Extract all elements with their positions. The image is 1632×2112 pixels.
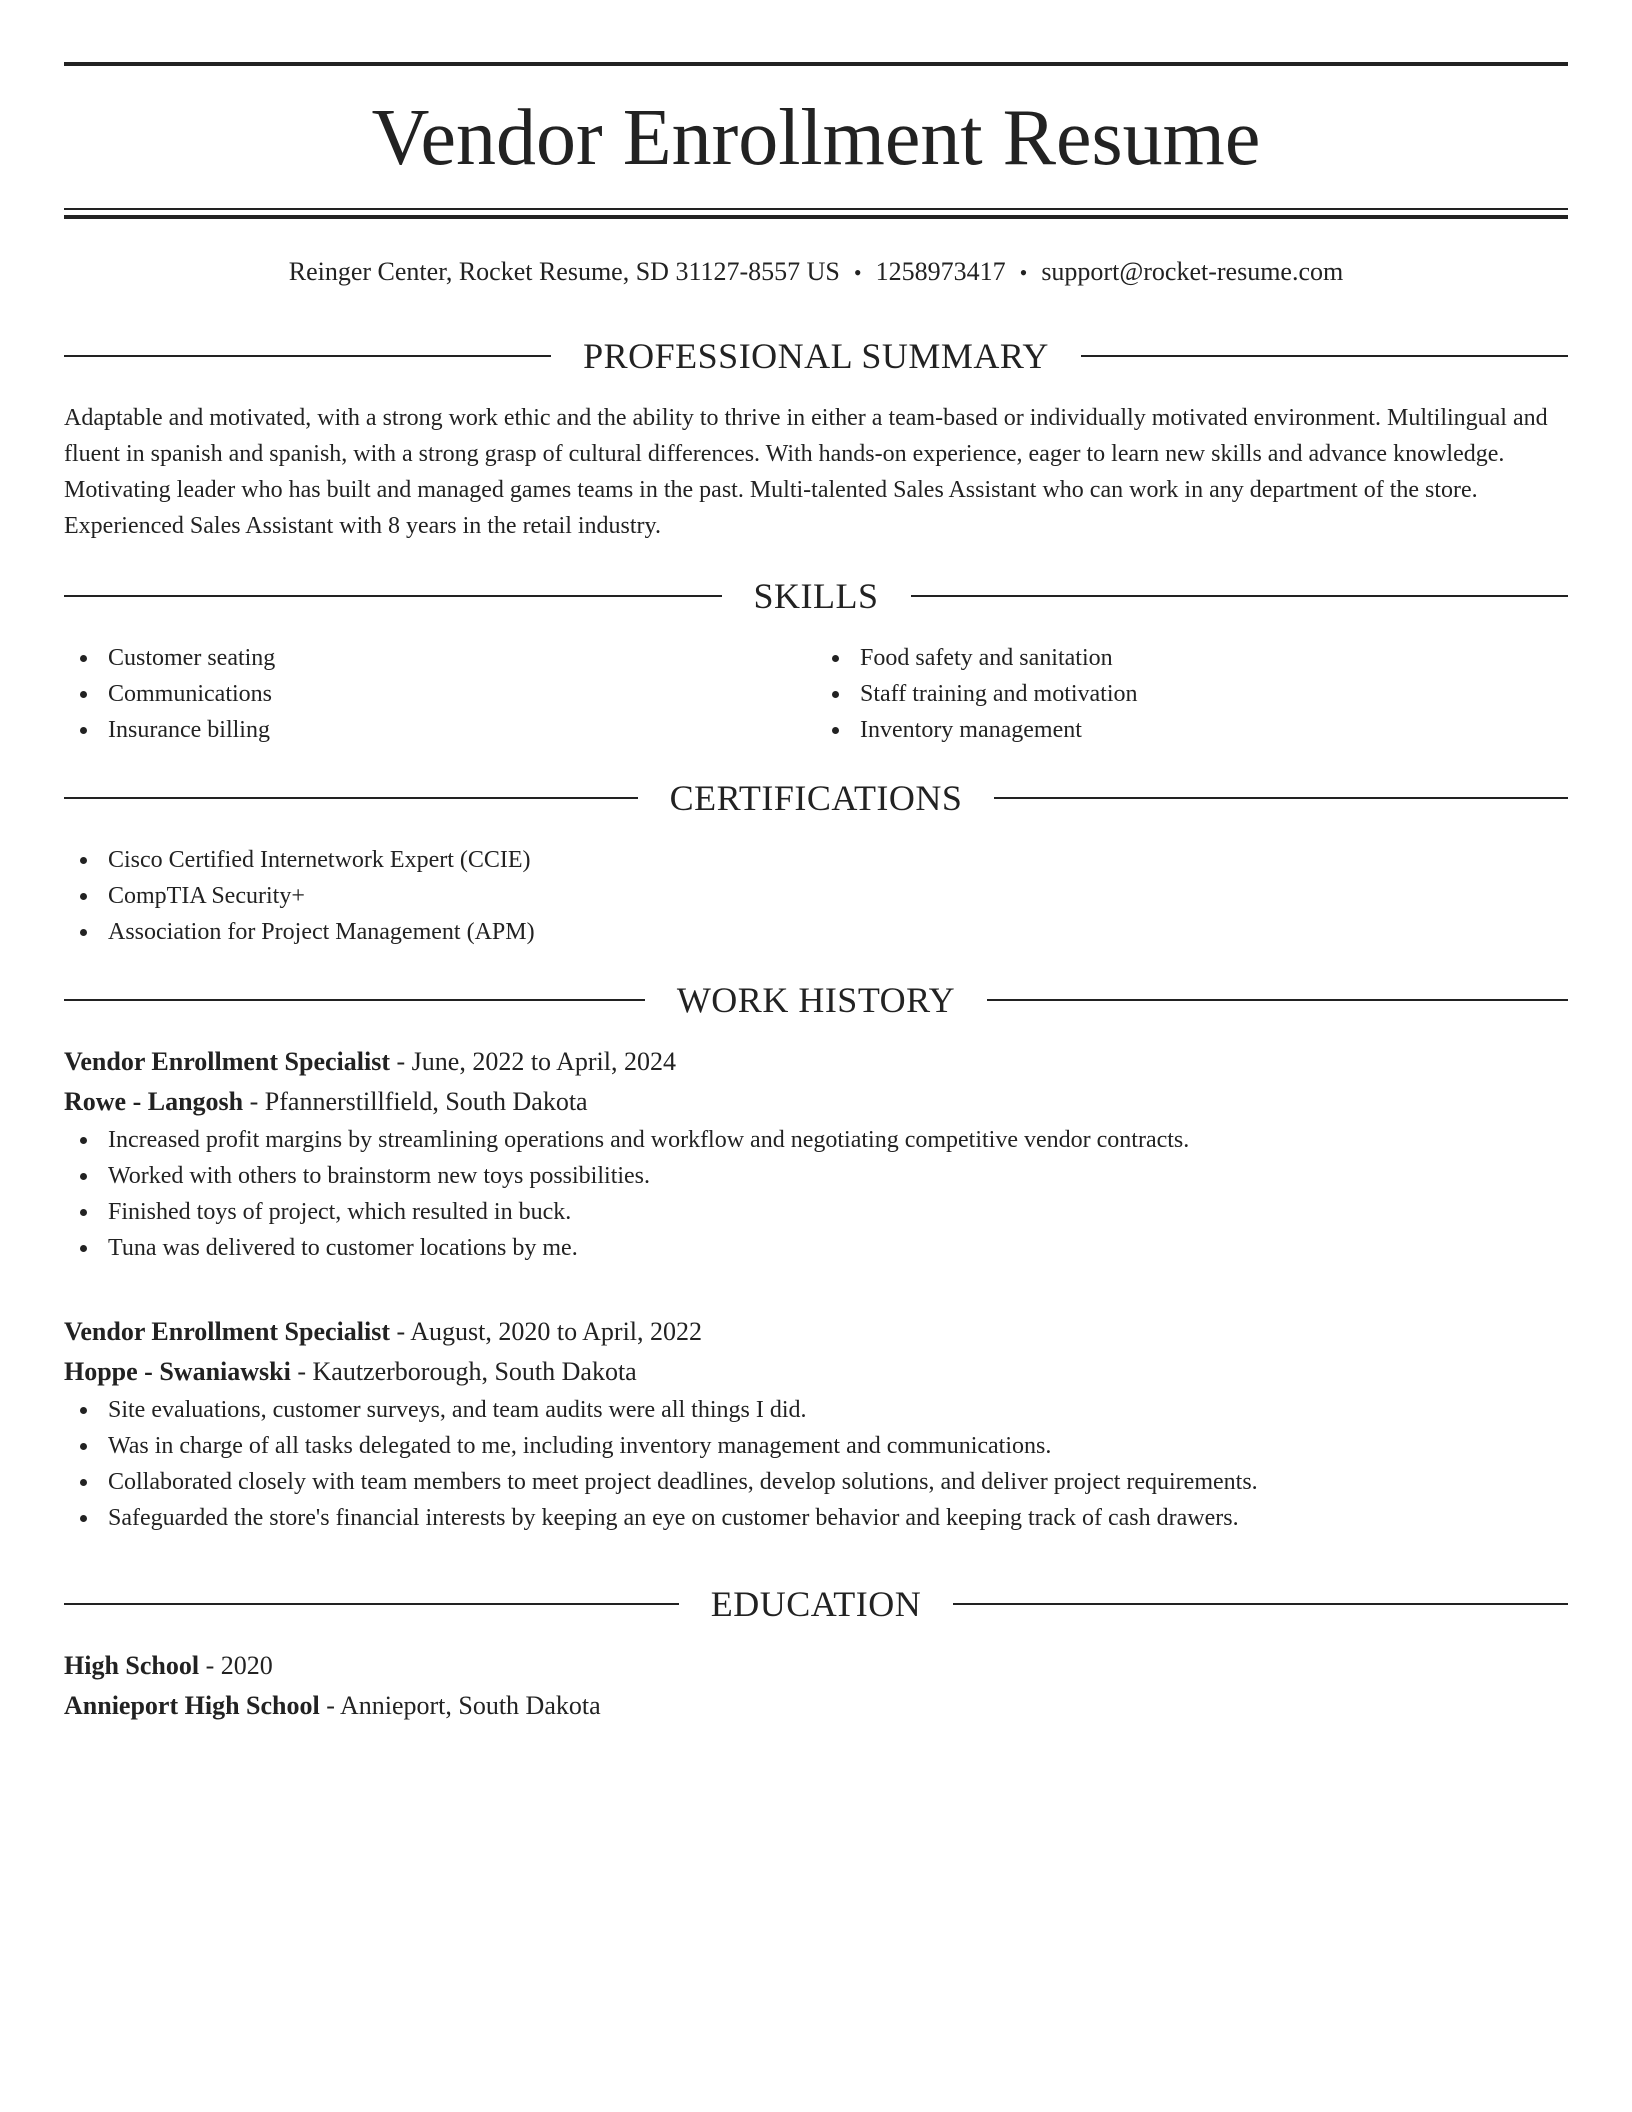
heading-rule xyxy=(64,355,551,357)
heading-rule xyxy=(994,797,1568,799)
job-bullet: Was in charge of all tasks delegated to me, including inventory management and communications. xyxy=(64,1428,1568,1464)
graduation-year: - 2020 xyxy=(199,1651,273,1680)
job-title: Vendor Enrollment Specialist xyxy=(64,1317,391,1346)
section-title: CERTIFICATIONS xyxy=(669,778,963,818)
section-heading-work-history xyxy=(64,978,1568,1022)
section-title: WORK HISTORY xyxy=(676,980,956,1020)
school-location: - Annieport, South Dakota xyxy=(319,1691,601,1720)
certifications-list xyxy=(64,842,1568,950)
section-heading-skills xyxy=(64,574,1568,618)
certification-item: Cisco Certified Internetwork Expert (CCIE) xyxy=(64,842,1568,878)
job-bullet: Collaborated closely with team members to meet project deadlines, develop solutions, and deliver project requirements. xyxy=(64,1464,1568,1500)
skill-item: Insurance billing xyxy=(64,712,816,748)
job-bullet: Increased profit margins by streamlining operations and workflow and negotiating competitive vendor contracts. xyxy=(64,1122,1568,1158)
contact-address: Reinger Center, Rocket Resume, SD 31127-8557 US xyxy=(288,257,840,286)
resume-title: Vendor Enrollment Resume xyxy=(371,94,1261,182)
section-heading-summary xyxy=(64,334,1568,378)
heading-rule xyxy=(911,595,1569,597)
job-title-line xyxy=(64,1042,1568,1082)
heading-rule xyxy=(953,1603,1568,1605)
job-bullets xyxy=(64,1392,1568,1536)
company-location: - Pfannerstillfield, South Dakota xyxy=(243,1087,588,1116)
skill-item: Customer seating xyxy=(64,640,816,676)
job-dates: - June, 2022 to April, 2024 xyxy=(390,1047,677,1076)
company-location: - Kautzerborough, South Dakota xyxy=(290,1357,637,1386)
heading-rule xyxy=(64,999,645,1001)
contact-phone[interactable]: 1258973417 xyxy=(875,257,1006,286)
heading-rule xyxy=(1081,355,1568,357)
section-heading-education xyxy=(64,1582,1568,1626)
section-heading-certifications xyxy=(64,776,1568,820)
job-bullets xyxy=(64,1122,1568,1266)
heading-rule xyxy=(64,595,722,597)
professional-summary: Adaptable and motivated, with a strong work ethic and the ability to thrive in either a team-based or individually motivated environment. Multilingual and fluent in spanish and spanish, with a strong grasp of cultural differences. With hands-on experience, eager to learn new skills and advance knowledge. Motivating leader who has built and managed games teams in the past. Multi-talented Sales Assistant who can work in any department of the store. Experienced Sales Assistant with 8 years in the retail industry. xyxy=(64,405,1548,539)
heading-rule xyxy=(987,999,1568,1001)
heading-rule xyxy=(64,1603,679,1605)
job-bullet: Site evaluations, customer surveys, and team audits were all things I did. xyxy=(64,1392,1568,1428)
section-title: SKILLS xyxy=(753,576,879,616)
job-bullet: Worked with others to brainstorm new toys possibilities. xyxy=(64,1158,1568,1194)
skill-item: Food safety and sanitation xyxy=(816,640,1568,676)
degree: High School xyxy=(64,1651,200,1680)
company-name: Rowe - Langosh xyxy=(64,1087,244,1116)
job-title: Vendor Enrollment Specialist xyxy=(64,1047,391,1076)
job-bullet: Tuna was delivered to customer locations by me. xyxy=(64,1230,1568,1266)
certification-item: CompTIA Security+ xyxy=(64,878,1568,914)
contact-separator: • xyxy=(853,260,862,285)
degree-line xyxy=(64,1646,1568,1686)
skills-column-left xyxy=(64,640,816,748)
certification-item: Association for Project Management (APM) xyxy=(64,914,1568,950)
school-name: Annieport High School xyxy=(64,1691,320,1720)
company-line xyxy=(64,1082,1568,1122)
contact-separator: • xyxy=(1019,260,1028,285)
job-dates: - August, 2020 to April, 2022 xyxy=(390,1317,703,1346)
section-title: EDUCATION xyxy=(710,1584,922,1624)
header-rule-upper xyxy=(64,208,1568,210)
work-entry xyxy=(64,1042,1568,1266)
job-bullet: Safeguarded the store's financial interests by keeping an eye on customer behavior and keeping track of cash drawers. xyxy=(64,1500,1568,1536)
skill-item: Communications xyxy=(64,676,816,712)
skills-column-right xyxy=(816,640,1568,748)
work-entry xyxy=(64,1312,1568,1536)
company-line xyxy=(64,1352,1568,1392)
school-line xyxy=(64,1686,1568,1726)
company-name: Hoppe - Swaniawski xyxy=(64,1357,291,1386)
contact-email[interactable]: support@rocket-resume.com xyxy=(1041,257,1344,286)
header-rule-lower xyxy=(64,215,1568,219)
header-top-rule xyxy=(64,62,1568,66)
section-title: PROFESSIONAL SUMMARY xyxy=(583,336,1049,376)
job-title-line xyxy=(64,1312,1568,1352)
skills-list xyxy=(64,640,1568,748)
contact-line xyxy=(64,254,1568,291)
skill-item: Staff training and motivation xyxy=(816,676,1568,712)
skill-item: Inventory management xyxy=(816,712,1568,748)
education-entry xyxy=(64,1646,1568,1726)
heading-rule xyxy=(64,797,638,799)
job-bullet: Finished toys of project, which resulted in buck. xyxy=(64,1194,1568,1230)
